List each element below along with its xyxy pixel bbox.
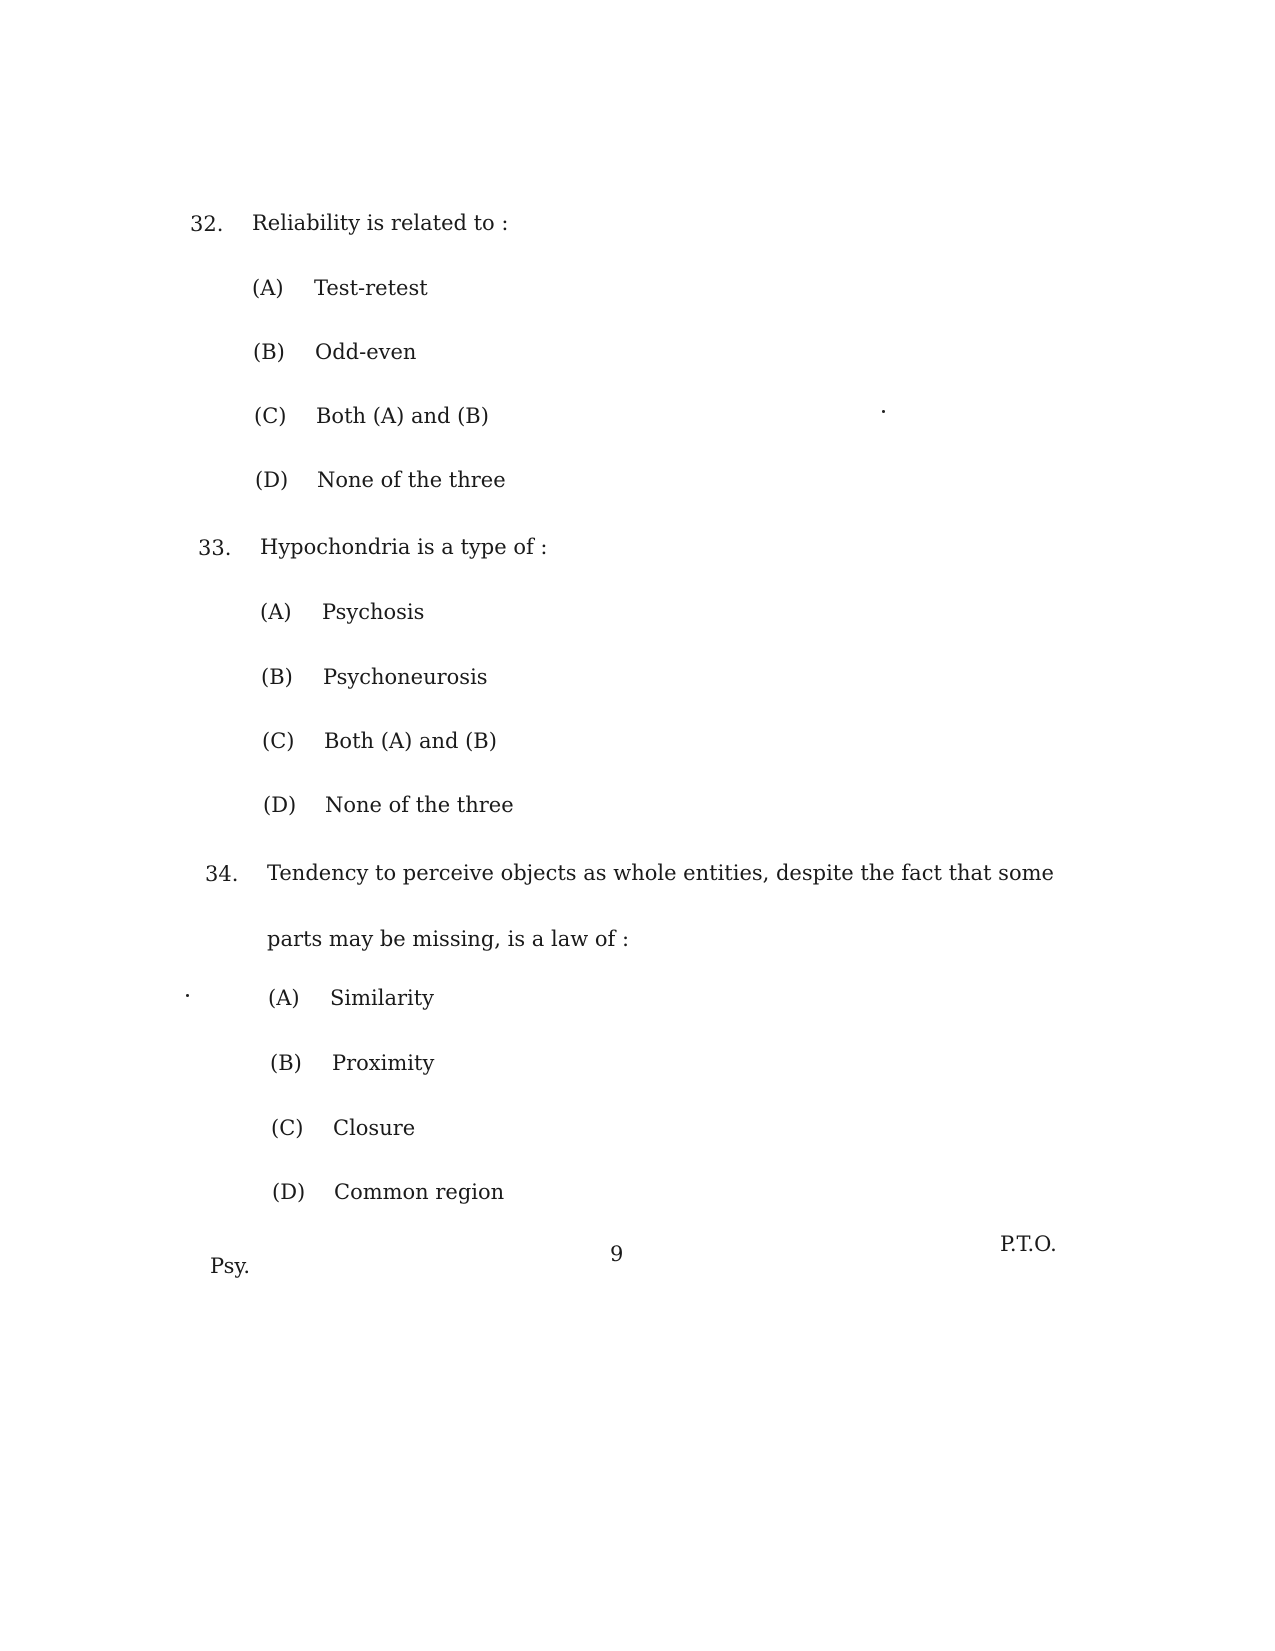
option-label: (C): [262, 729, 295, 753]
option-text: Closure: [333, 1116, 416, 1140]
footer-subject: Psy.: [210, 1254, 251, 1278]
option-label: (C): [254, 404, 287, 428]
option-label: (D): [263, 793, 297, 817]
option-text: Test-retest: [314, 276, 428, 300]
footer-page-number: 9: [610, 1242, 624, 1266]
option-text: Proximity: [332, 1051, 435, 1075]
question-number: 34.: [205, 862, 239, 886]
option-label: (B): [261, 665, 293, 689]
option-text: Odd-even: [315, 340, 417, 364]
scan-dot: [186, 994, 189, 997]
option-text: Common region: [334, 1180, 505, 1204]
option-label: (D): [272, 1180, 306, 1204]
option-label: (B): [253, 340, 285, 364]
option-label: (A): [268, 986, 300, 1010]
question-number: 32.: [190, 212, 224, 236]
option-label: (A): [260, 600, 292, 624]
option-text: None of the three: [317, 468, 506, 492]
question-stem: Tendency to perceive objects as whole entities, despite the fact that some parts may be missing, is a law of :: [267, 861, 1054, 951]
option-text: Similarity: [330, 986, 435, 1010]
option-label: (B): [270, 1051, 302, 1075]
question-stem: Hypochondria is a type of :: [260, 535, 548, 559]
footer-pto: P.T.O.: [1000, 1232, 1057, 1256]
scan-dot: [882, 410, 885, 413]
option-text: Psychosis: [322, 600, 425, 624]
option-text: Both (A) and (B): [316, 404, 489, 428]
question-stem: Reliability is related to :: [252, 211, 509, 235]
option-text: Psychoneurosis: [323, 665, 488, 689]
option-label: (C): [271, 1116, 304, 1140]
option-text: None of the three: [325, 793, 514, 817]
option-label: (D): [255, 468, 289, 492]
option-text: Both (A) and (B): [324, 729, 497, 753]
question-number: 33.: [198, 536, 232, 560]
option-label: (A): [252, 276, 284, 300]
